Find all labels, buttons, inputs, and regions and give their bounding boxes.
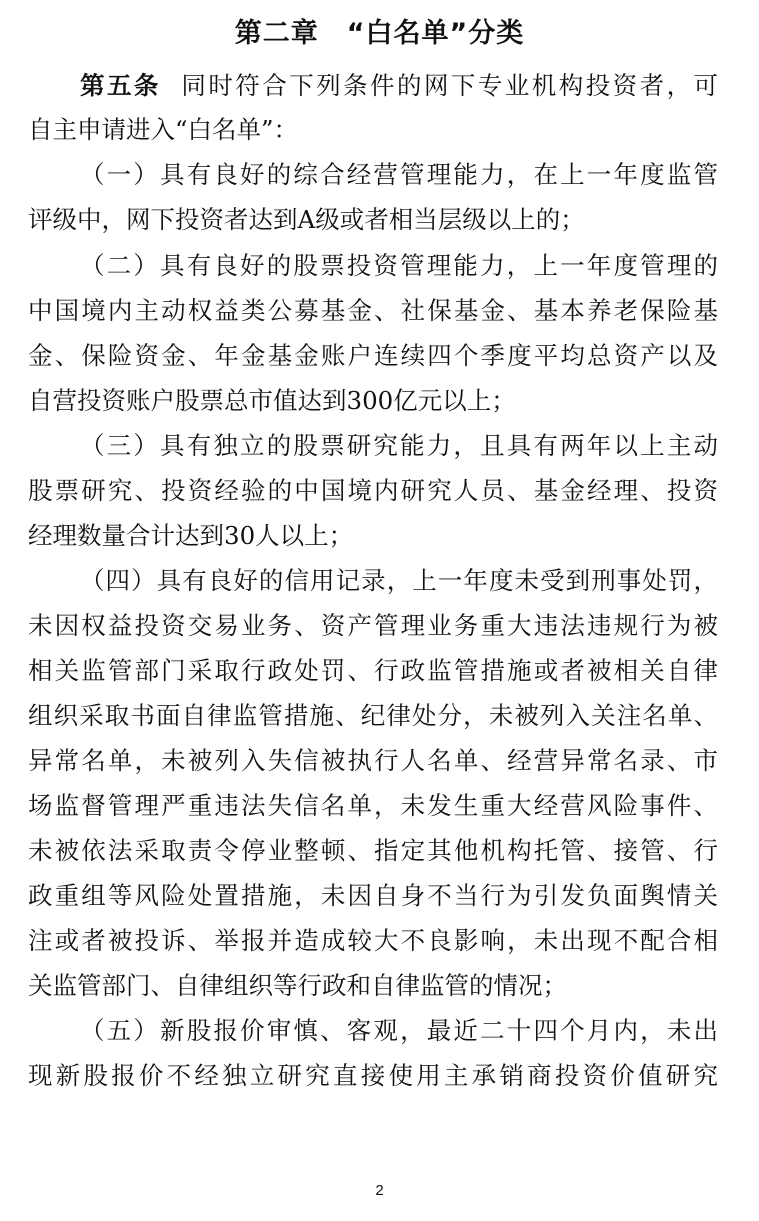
- clause-5-line: 现新股报价不经独立研究直接使用主承销商投资价值研究: [28, 1061, 718, 1090]
- chapter-title: 第二章 “白名单”分类: [234, 18, 525, 49]
- clause-1-line: （一）具有良好的综合经营管理能力，在上一年度监管: [80, 160, 718, 189]
- clause-3-line: （三）具有独立的股票研究能力，且具有两年以上主动: [80, 431, 718, 460]
- clause-4-line: 关监管部门、自律组织等行政和自律监管的情况；: [28, 971, 567, 1000]
- clause-3-line: 经理数量合计达到30人以上；: [28, 521, 354, 550]
- clause-2-line: 金、保险资金、年金基金账户连续四个季度平均总资产以及: [28, 341, 718, 370]
- clause-4-line: 注或者被投诉、举报并造成较大不良影响，未出现不配合相: [28, 926, 718, 955]
- clause-2-line: （二）具有良好的股票投资管理能力，上一年度管理的: [80, 251, 718, 280]
- clause-4-line: 相关监管部门采取行政处罚、行政监管措施或者被相关自律: [28, 656, 718, 685]
- clause-2-line: 自营投资账户股票总市值达到300亿元以上；: [28, 386, 516, 415]
- article-label: 第五条: [80, 71, 161, 100]
- clause-3-line: 股票研究、投资经验的中国境内研究人员、基金经理、投资: [28, 476, 718, 505]
- clause-5-line: （五）新股报价审慎、客观，最近二十四个月内，未出: [80, 1016, 718, 1045]
- clause-4-line: 未被依法采取责令停业整顿、指定其他机构托管、接管、行: [28, 836, 718, 865]
- article-intro-text: 同时符合下列条件的网下专业机构投资者，可: [181, 71, 719, 100]
- clause-4-line: 组织采取书面自律监管措施、纪律处分，未被列入关注名单、: [28, 701, 718, 730]
- page-number: 2: [375, 1182, 384, 1199]
- clause-4-line: （四）具有良好的信用记录，上一年度未受到刑事处罚，: [80, 566, 718, 595]
- clause-4-line: 未因权益投资交易业务、资产管理业务重大违法违规行为被: [28, 611, 718, 640]
- article-intro-line: 自主申请进入“白名单”：: [28, 115, 299, 144]
- clause-2-line: 中国境内主动权益类公募基金、社保基金、基本养老保险基: [28, 296, 718, 325]
- clause-4-line: 场监督管理严重违法失信名单，未发生重大经营风险事件、: [28, 791, 718, 820]
- article-first-line: [80, 64, 718, 108]
- clause-1-line: 评级中，网下投资者达到A级或者相当层级以上的；: [28, 205, 585, 234]
- clause-4-line: 政重组等风险处置措施，未因自身不当行为引发负面舆情关: [28, 881, 718, 910]
- clause-4-line: 异常名单，未被列入失信被执行人名单、经营异常名录、市: [28, 746, 718, 775]
